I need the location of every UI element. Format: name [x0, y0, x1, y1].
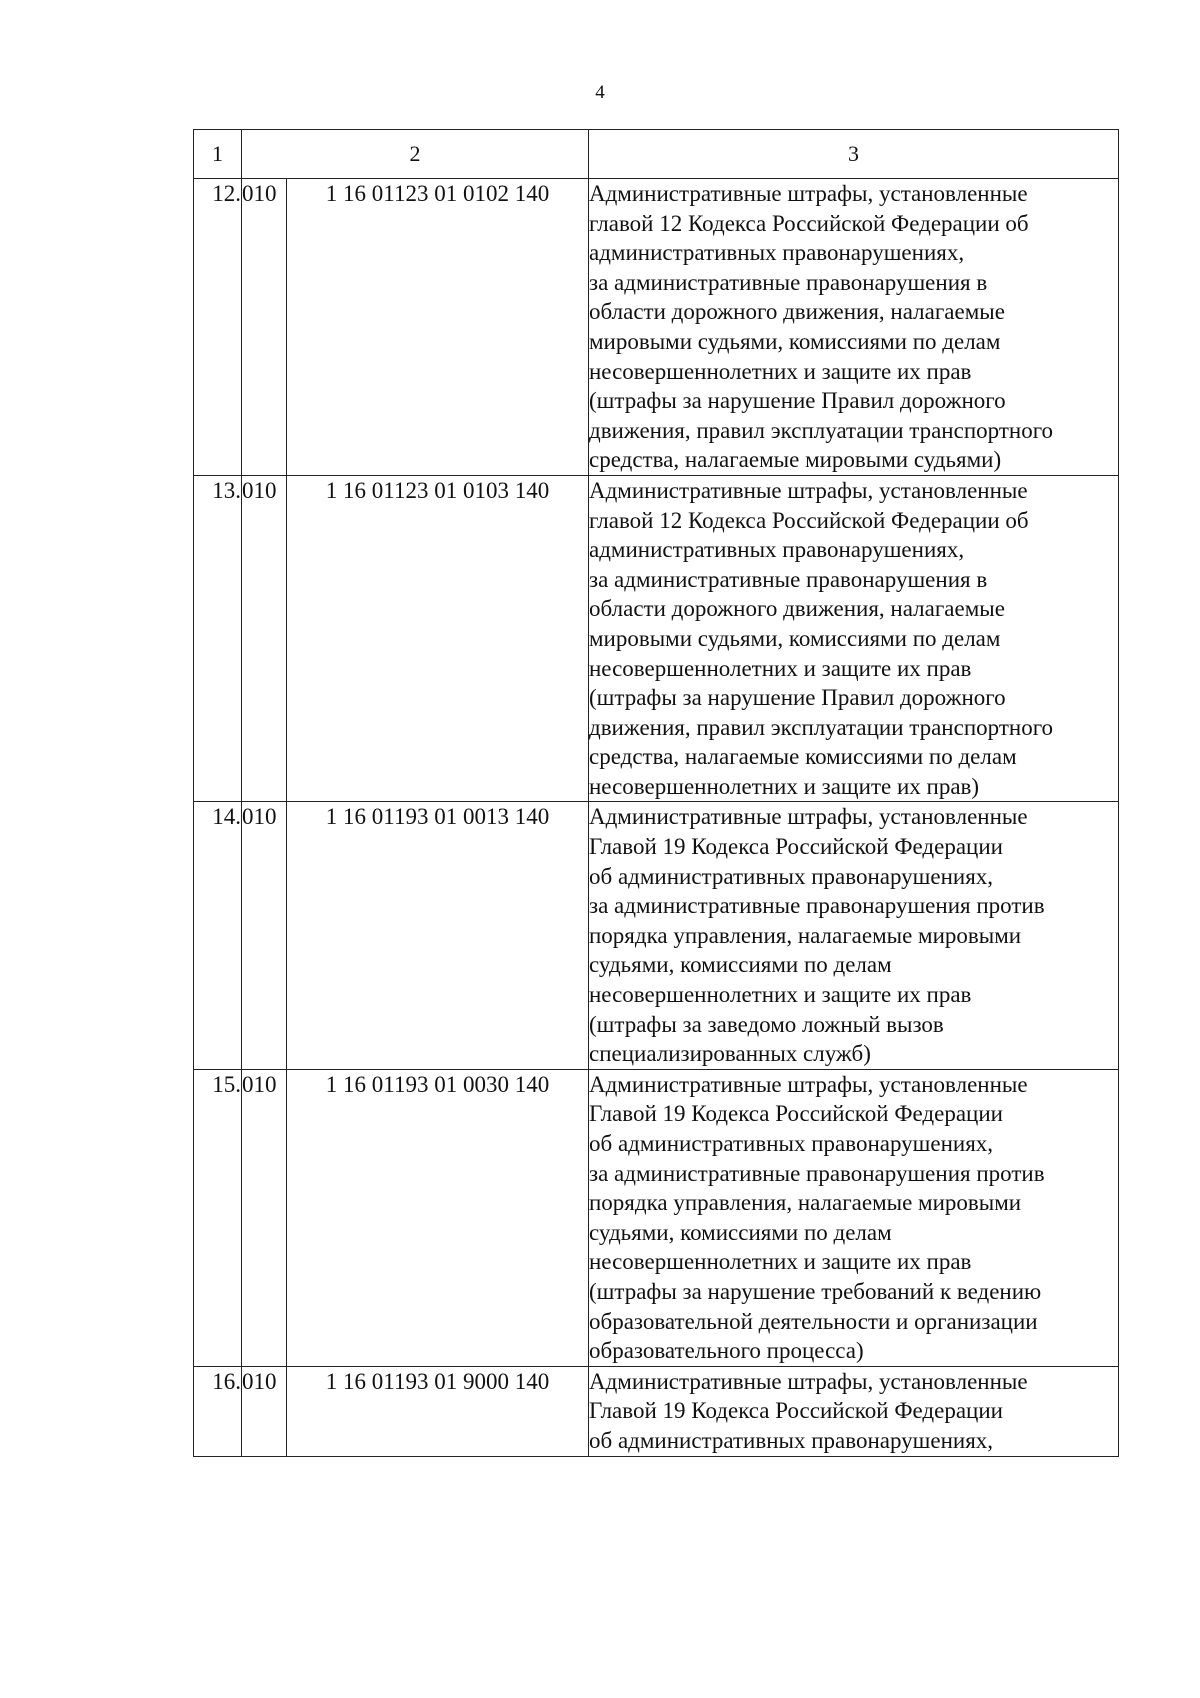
table-row	[194, 1069, 1119, 1366]
description-line: за административные правонарушения в	[589, 566, 988, 592]
header-col-3: 3	[589, 130, 1119, 179]
revenue-description	[589, 802, 1119, 1069]
description-line: средства, налагаемые мировыми судьями)	[589, 447, 1002, 473]
description-line: административных правонарушениях,	[589, 537, 965, 563]
description-line: средства, налагаемые комиссиями по делам	[589, 744, 1017, 770]
header-col-1: 1	[194, 130, 242, 179]
description-line: области дорожного движения, налагаемые	[589, 596, 1005, 622]
description-line: порядка управления, налагаемые мировыми	[589, 922, 1022, 948]
description-line: Административные штрафы, установленные	[589, 477, 1028, 503]
description-line: (штрафы за нарушение Правил дорожного	[589, 388, 1006, 414]
description-line: об административных правонарушениях,	[589, 1427, 994, 1453]
description-line: Административные штрафы, установленные	[589, 1071, 1028, 1097]
table-row	[194, 179, 1119, 476]
row-number: 12.	[194, 179, 242, 476]
description-line: несовершеннолетних и защите их прав	[589, 655, 972, 681]
admin-code: 010	[242, 475, 287, 802]
budget-classification-code: 1 16 01193 01 0030 140	[287, 1069, 589, 1366]
description-line: за административные правонарушения против	[589, 1160, 1045, 1186]
description-line: несовершеннолетних и защите их прав	[589, 1249, 972, 1275]
description-line: (штрафы за нарушение Правил дорожного	[589, 685, 1006, 711]
description-line: несовершеннолетних и защите их прав	[589, 982, 972, 1008]
admin-code: 010	[242, 179, 287, 476]
table-row	[194, 1366, 1119, 1456]
row-number: 15.	[194, 1069, 242, 1366]
page-number: 4	[595, 82, 605, 103]
description-line: главой 12 Кодекса Российской Федерации об	[589, 210, 1029, 236]
description-line: образовательного процесса)	[589, 1338, 864, 1364]
description-line: за административные правонарушения в	[589, 269, 988, 295]
row-number: 13.	[194, 475, 242, 802]
description-line: об административных правонарушениях,	[589, 863, 994, 889]
admin-code: 010	[242, 1069, 287, 1366]
description-line: административных правонарушениях,	[589, 240, 965, 266]
description-line: главой 12 Кодекса Российской Федерации об	[589, 507, 1029, 533]
revenue-description	[589, 475, 1119, 802]
table-header-row	[194, 130, 1119, 179]
description-line: порядка управления, налагаемые мировыми	[589, 1190, 1022, 1216]
description-line: (штрафы за нарушение требований к ведению	[589, 1278, 1042, 1304]
budget-classification-code: 1 16 01193 01 0013 140	[287, 802, 589, 1069]
budget-classification-code: 1 16 01123 01 0102 140	[287, 179, 589, 476]
description-line: мировыми судьями, комиссиями по делам	[589, 328, 1001, 354]
revenue-description	[589, 1366, 1119, 1456]
description-line: движения, правил эксплуатации транспортного	[589, 714, 1054, 740]
budget-code-table	[193, 129, 1119, 1457]
description-line: судьями, комиссиями по делам	[589, 1219, 892, 1245]
description-line: образовательной деятельности и организации	[589, 1308, 1038, 1334]
description-line: Главой 19 Кодекса Российской Федерации	[589, 1398, 1003, 1424]
row-number: 14.	[194, 802, 242, 1069]
description-line: движения, правил эксплуатации транспортного	[589, 417, 1054, 443]
description-line: Административные штрафы, установленные	[589, 181, 1028, 206]
table-row	[194, 475, 1119, 802]
header-col-2: 2	[242, 130, 589, 179]
description-line: специализированных служб)	[589, 1041, 871, 1067]
revenue-description	[589, 1069, 1119, 1366]
budget-classification-code: 1 16 01123 01 0103 140	[287, 475, 589, 802]
description-line: мировыми судьями, комиссиями по делам	[589, 625, 1001, 651]
description-line: (штрафы за заведомо ложный вызов	[589, 1011, 944, 1037]
row-number: 16.	[194, 1366, 242, 1456]
description-line: Главой 19 Кодекса Российской Федерации	[589, 1101, 1003, 1127]
description-line: области дорожного движения, налагаемые	[589, 299, 1005, 325]
description-line: за административные правонарушения против	[589, 893, 1045, 919]
description-line: судьями, комиссиями по делам	[589, 952, 892, 978]
description-line: об административных правонарушениях,	[589, 1131, 994, 1156]
admin-code: 010	[242, 1366, 287, 1456]
budget-classification-code: 1 16 01193 01 9000 140	[287, 1366, 589, 1456]
description-line: Главой 19 Кодекса Российской Федерации	[589, 834, 1003, 860]
revenue-description	[589, 179, 1119, 476]
description-line: Административные штрафы, установленные	[589, 1368, 1028, 1394]
description-line: Административные штрафы, установленные	[589, 804, 1028, 830]
description-line: несовершеннолетних и защите их прав	[589, 358, 972, 384]
admin-code: 010	[242, 802, 287, 1069]
description-line: несовершеннолетних и защите их прав)	[589, 773, 980, 799]
table-row	[194, 802, 1119, 1069]
